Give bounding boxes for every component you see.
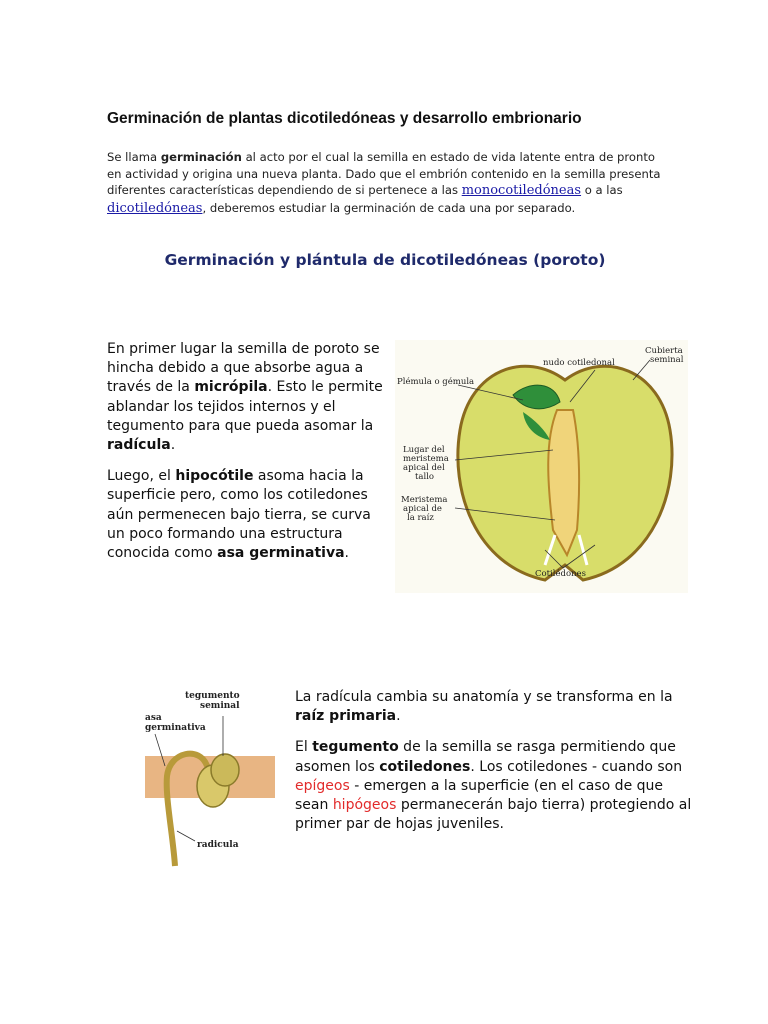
label-la-raiz: la raíz	[407, 513, 434, 523]
intro-paragraph	[107, 149, 667, 217]
asa-germinativa-term: asa germinativa	[217, 545, 345, 562]
radicula-term: radícula	[107, 437, 171, 454]
section1-paragraph-2	[107, 467, 392, 563]
germinacion-term: germinación	[160, 150, 242, 164]
label-radicula: radicula	[197, 840, 239, 850]
text: .	[344, 545, 349, 562]
text: - emergen a la superficie (en el caso de que sean	[295, 777, 663, 814]
text: .	[170, 437, 176, 454]
label-apical-del: apical del	[403, 463, 445, 473]
section2-paragraph-2	[295, 738, 700, 834]
label-lugar: Lugar del	[403, 445, 445, 455]
section1-paragraph-1	[107, 340, 392, 455]
label-nudo-cotiledonal: nudo cotiledonal	[543, 358, 615, 368]
label-meristema-2: Meristema	[401, 495, 448, 505]
cotiledones-term: cotiledones	[379, 758, 471, 775]
text: . Esto le permite ablandar los tejidos internos y el tegumento para que pueda asomar la	[107, 379, 383, 434]
page-title: Germinación de plantas dicotiledóneas y desarrollo embrionario	[107, 110, 582, 127]
label-cotiledones: Cotilédones	[535, 569, 586, 579]
intro-text: o a las	[581, 183, 623, 197]
text: permanecerán bajo tierra) protegiendo al primer par de hojas juveniles.	[295, 797, 692, 833]
label-tegumento: tegumento	[185, 691, 240, 701]
section2-paragraph-1	[295, 688, 700, 726]
label-meristema: meristema	[403, 454, 449, 464]
tegumento-term: tegumento	[312, 739, 399, 756]
dicotiledoneas-link[interactable]: dicotiledóneas	[107, 200, 203, 216]
text: El	[295, 739, 313, 756]
label-apical-de: apical de	[403, 504, 442, 514]
hipogeos-term: hipógeos	[332, 797, 397, 814]
text: .	[396, 708, 401, 725]
hipocotile-term: hipocótile	[175, 468, 254, 485]
raiz-primaria-term: raíz primaria	[295, 708, 397, 725]
text: . Los cotiledones - cuando son	[470, 758, 683, 775]
section-subtitle: Germinación y plántula de dicotiledóneas (poroto)	[164, 251, 606, 269]
label-seminal: seminal	[200, 701, 240, 711]
label-seminal: seminal	[650, 355, 684, 365]
intro-text: Se llama	[107, 150, 161, 164]
text: de la semilla se rasga permitiendo que asomen los	[295, 739, 676, 775]
label-plumula: Plémula o gémula	[397, 377, 475, 387]
intro-text: , deberemos estudiar la germinación de cada una por separado.	[202, 200, 576, 215]
label-tallo: tallo	[415, 472, 435, 482]
text: asoma hacia la superficie pero, como los cotiledones aún permenecen bajo tierra, se curva un poco formando una estructura conocida como	[107, 468, 371, 562]
section2-text	[295, 688, 700, 846]
text: En primer lugar la semilla de poroto se hincha debido a que absorbe agua a través de la	[107, 341, 380, 396]
section1-text	[107, 340, 392, 575]
epigeos-term: epígeos	[295, 777, 350, 794]
seed-diagram-figure	[395, 340, 688, 593]
cotyledon-2	[211, 754, 239, 786]
label-germinativa: germinativa	[145, 723, 206, 733]
monocotiledoneas-link[interactable]: monocotiledóneas	[461, 183, 582, 198]
label-cubierta: Cubierta	[645, 346, 683, 356]
intro-text: al acto por el cual la semilla en estado de vida latente entra de pronto en actividad y origina una nueva planta. Dado que el embrión contenido en la semilla presenta diferentes características dependiendo de si pertenece a las	[107, 150, 661, 197]
micropila-term: micrópila	[194, 379, 268, 396]
text: La radícula cambia su anatomía y se transforma en la	[295, 689, 673, 705]
label-asa: asa	[145, 713, 162, 723]
text: Luego, el	[107, 468, 176, 485]
germination-diagram-figure	[145, 686, 275, 871]
